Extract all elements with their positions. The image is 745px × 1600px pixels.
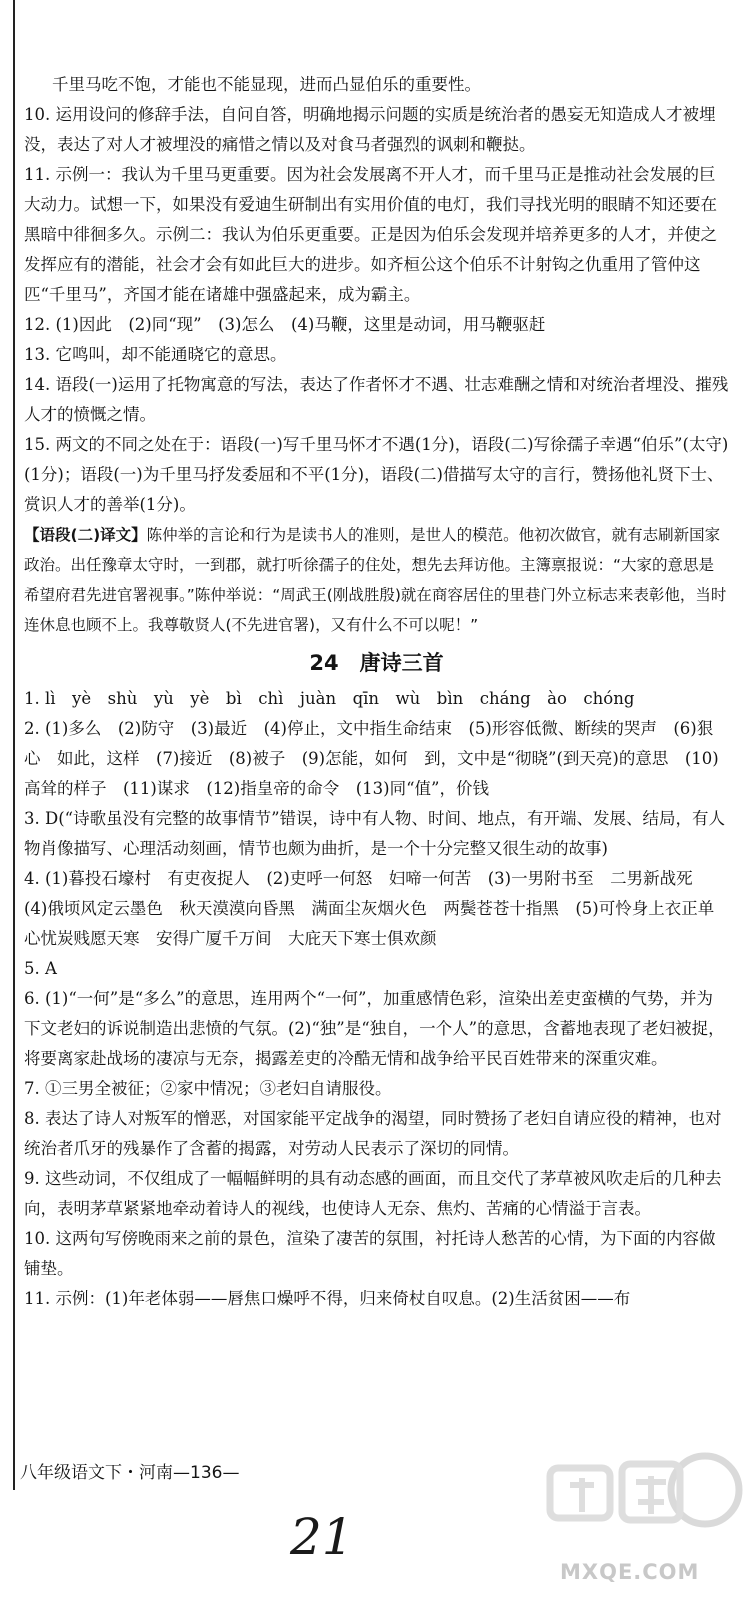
answer-15: 15. 两文的不同之处在于：语段(一)写千里马怀才不遇(1分)，语段(二)写徐孺子幸遇“伯乐”(太守)(1分)；语段(一)为千里马抒发委屈和不平(1分)，语段(二)借描写太守的言行，赞扬他礼贤下士、赏识人才的善举(1分)。 [24,435,729,514]
watermark-text: MXQE.COM [560,1560,700,1584]
answer-1: 1. lì yè shù yù yè bì chì juàn qīn wù bìn cháng ào chóng [24,689,635,708]
translation-text: 陈仲举的言论和行为是读书人的准则，是世人的模范。他初次做官，就有志刷新国家政治。出任豫章太守时，一到郡，就打听徐孺子的住处，想先去拜访他。主簿禀报说：“大家的意思是希望府君先进官署视事。”陈仲举说：“周武王(刚战胜殷)就在商容居住的里巷门外立标志来表彰他，当时连休息也顾不上。我尊敬贤人(不先进官署)，又有什么不可以呢！” [24,526,727,634]
answer-11b: 11. 示例：(1)年老体弱——唇焦口燥呼不得，归来倚杖自叹息。(2)生活贫困——布 [24,1289,631,1308]
answer-line: 千里马吃不饱，才能也不能显现，进而凸显伯乐的重要性。 [52,75,481,94]
answer-8: 8. 表达了诗人对叛军的憎恶，对国家能平定战争的渴望，同时赞扬了老妇自请应役的精神，也对统治者爪牙的残暴作了含蓄的揭露，对劳动人民表示了深切的同情。 [24,1109,722,1158]
answer-9: 9. 这些动词，不仅组成了一幅幅鲜明的具有动态感的画面，而且交代了茅草被风吹走后的几种去向，表明茅草紧紧地牵动着诗人的视线，也使诗人无奈、焦灼、苦痛的心情溢于言表。 [24,1169,722,1218]
answer-5: 5. A [24,959,57,978]
answer-3: 3. D(“诗歌虽没有完整的故事情节”错误，诗中有人物、时间、地点，有开端、发展、结局，有人物肖像描写、心理活动刻画，情节也颇为曲折，是一个十分完整又很生动的故事) [24,809,726,858]
answer-10: 10. 运用设问的修辞手法，自问自答，明确地揭示问题的实质是统治者的愚妄无知造成人才被埋没，表达了对人才被埋没的痛惜之情以及对食马者强烈的讽刺和鞭挞。 [24,105,716,154]
answer-2: 2. (1)多么 (2)防守 (3)最近 (4)停止，文中指生命结束 (5)形容低微、断续的哭声 (6)狠心 如此，这样 (7)接近 (8)被子 (9)怎能，如何 到，文中是“彻晓”(到天亮)的意思 (10)高耸的样子 (11)谋求 (12)指皇帝的命令 (13)同“值”，价钱 [24,719,719,798]
answer-12: 12. (1)因此 (2)同“现” (3)怎么 (4)马鞭，这里是动词，用马鞭驱赶 [24,315,546,334]
answer-10b: 10. 这两句写傍晚雨来之前的景色，渲染了凄苦的氛围，衬托诗人愁苦的心情，为下面的内容做铺垫。 [24,1229,716,1278]
answer-6: 6. (1)“一何”是“多么”的意思，连用两个“一何”，加重感情色彩，渲染出差吏蛮横的气势，并为下文老妇的诉说制造出悲愤的气氛。(2)“独”是“独自，一个人”的意思，含蓄地表现了老妇被捉，将要离家赴战场的凄凉与无奈，揭露差吏的冷酷无情和战争给平民百姓带来的深重灾难。 [24,989,725,1068]
answer-14: 14. 语段(一)运用了托物寓意的写法，表达了作者怀才不遇、壮志难酬之情和对统治者埋没、摧残人才的愤慨之情。 [24,375,729,424]
handwritten-page-number: 21 [290,1508,354,1566]
answer-13: 13. 它鸣叫，却不能通晓它的意思。 [24,345,287,364]
page-footer: 八年级语文下・河南—136— [20,1463,240,1483]
answer-7: 7. ①三男全被征；②家中情况；③老妇自请服役。 [24,1079,392,1098]
translation-label: 【语段(二)译文】 [24,526,147,544]
answer-content [24,70,729,1314]
translation-block [24,520,729,640]
answer-4: 4. (1)暮投石壕村 有吏夜捉人 (2)吏呼一何怒 妇啼一何苦 (3)一男附书至 二男新战死 (4)俄顷风定云墨色 秋天漠漠向昏黑 满面尘灰烟火色 两鬓苍苍十指黑 (5)可怜身上衣正单 心忧炭贱愿天寒 安得广厦千万间 大庇天下寒士俱欢颜 [24,869,731,948]
answer-11: 11. 示例一：我认为千里马更重要。因为社会发展离不开人才，而千里马正是推动社会发展的巨大动力。试想一下，如果没有爱迪生研制出有实用价值的电灯，我们寻找光明的眼睛不知还要在黑暗中徘徊多久。示例二：我认为伯乐更重要。正是因为伯乐会发现并培养更多的人才，并使之发挥应有的潜能，社会才会有如此巨大的进步。如齐桓公这个伯乐不计射钩之仇重用了管仲这匹“千里马”，齐国才能在诸雄中强盛起来，成为霸主。 [24,165,717,304]
margin-rule [13,0,15,1490]
section-heading: 24 唐诗三首 [309,651,444,675]
